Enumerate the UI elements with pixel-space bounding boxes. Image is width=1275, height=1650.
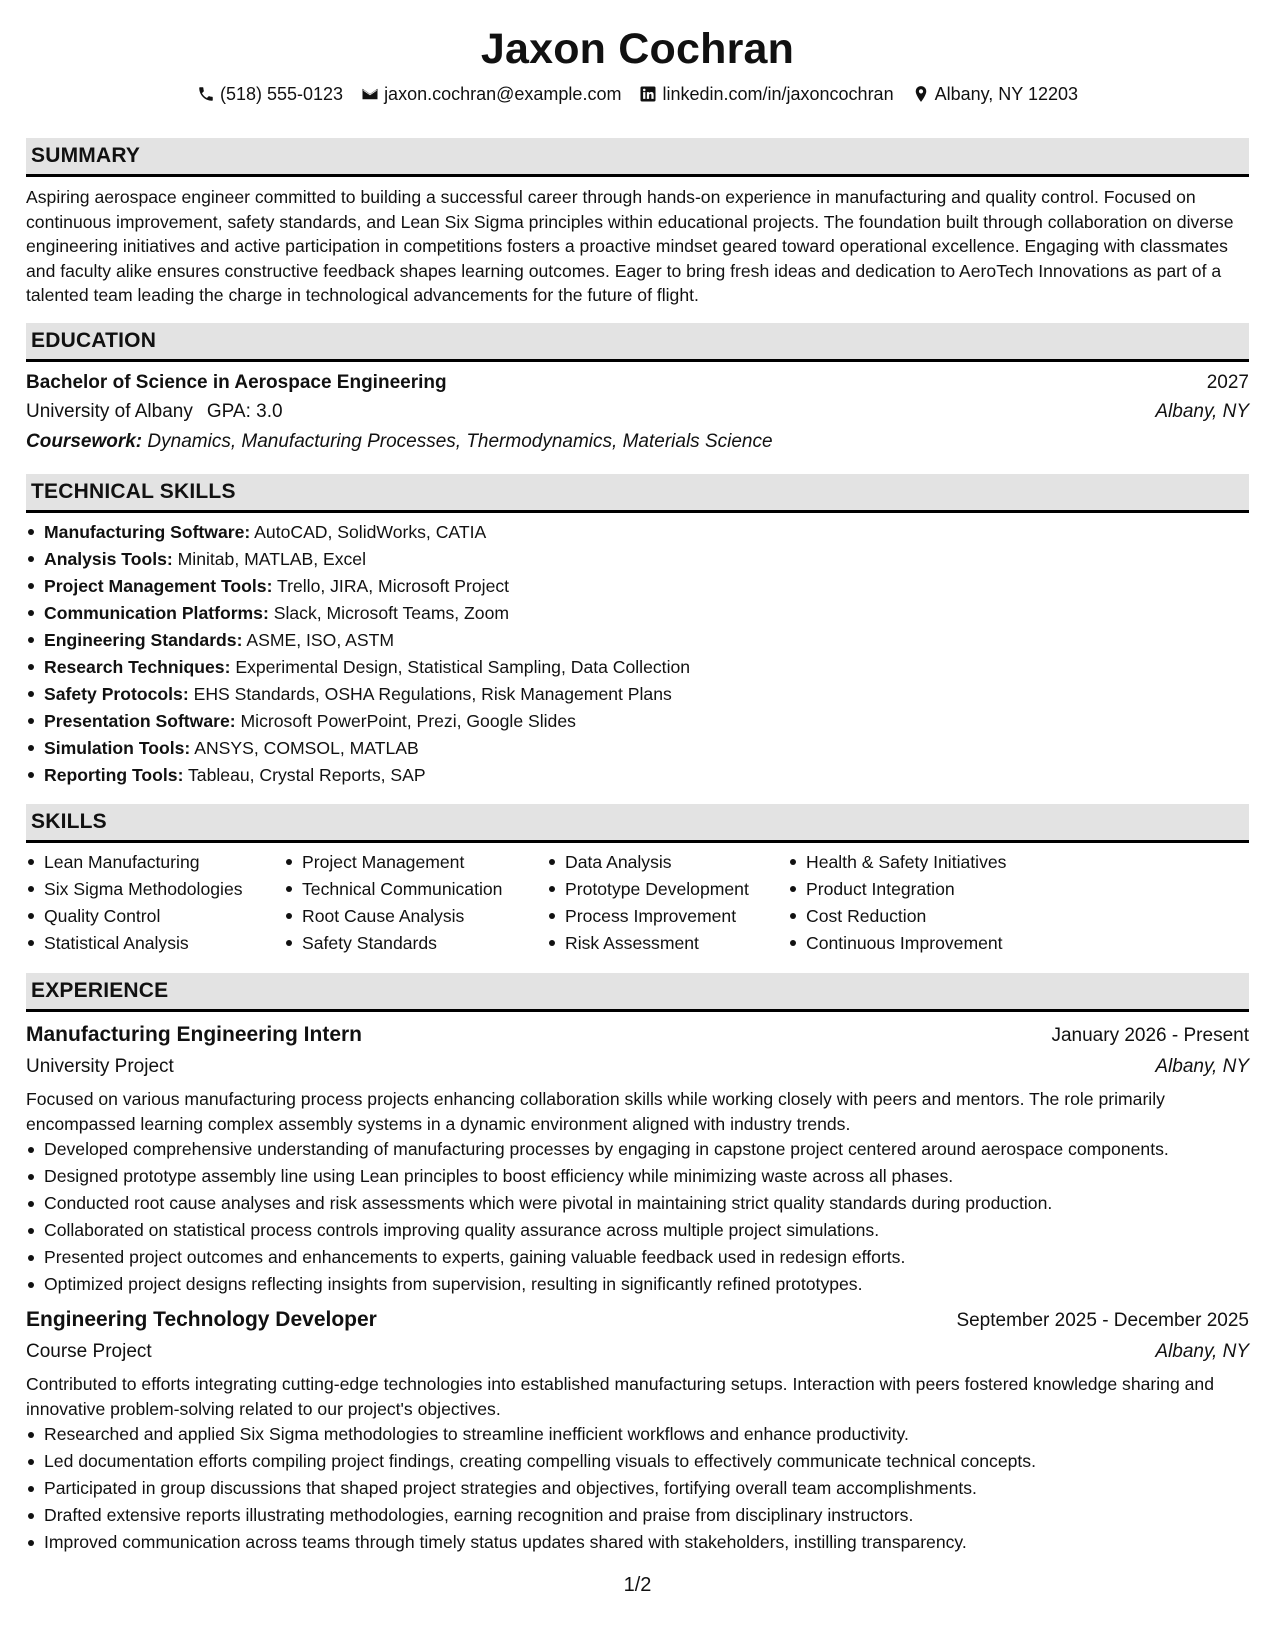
list-item: Risk Assessment [547,930,788,957]
section-heading-technical-skills: TECHNICAL SKILLS [26,474,1249,513]
skills-column [547,849,788,957]
skill-category: Reporting Tools: [44,764,184,785]
job-header [26,1019,1249,1052]
list-item: Led documentation efforts compiling project findings, creating compelling visuals to effectively communicate technical concepts. [26,1448,1249,1475]
skill-category: Communication Platforms: [44,602,269,623]
skills-column [26,849,284,957]
experience-entry [26,1019,1249,1298]
skill-values: Experimental Design, Statistical Sampling, Data Collection [235,656,691,677]
education-entry [26,369,1249,397]
job-organization: Course Project [26,1341,152,1363]
list-item: Conducted root cause analyses and risk assessments which were pivotal in maintaining strict quality standards during production. [26,1190,1249,1217]
list-item: Designed prototype assembly line using Lean principles to boost efficiency while minimizing waste across all phases. [26,1163,1249,1190]
phone-text: (518) 555-0123 [219,84,344,104]
job-location: Albany, NY [1155,1341,1249,1363]
list-item: Product Integration [788,876,1048,903]
education-details [26,397,1249,427]
list-item: Optimized project designs reflecting insights from supervision, resulting in significantly refined prototypes. [26,1271,1249,1298]
skill-values: Minitab, MATLAB, Excel [177,548,367,569]
email-link[interactable]: jaxon.cochran@example.com [384,84,622,104]
map-marker-icon [912,85,930,103]
experience-entry [26,1304,1249,1556]
skill-values: AutoCAD, SolidWorks, CATIA [254,521,487,542]
page-number: 1/2 [623,1574,652,1596]
list-item [26,681,1249,708]
list-item: Cost Reduction [788,903,1048,930]
list-item [26,546,1249,573]
job-subheader [26,1052,1249,1082]
skill-category: Simulation Tools: [44,737,191,758]
skills-grid [26,849,1249,957]
coursework-list: Dynamics, Manufacturing Processes, Thermodynamics, Materials Science [147,430,773,452]
list-item [26,573,1249,600]
list-item [26,627,1249,654]
list-item [26,735,1249,762]
list-item: Developed comprehensive understanding of manufacturing processes by engaging in capstone project centered around aerospace components. [26,1136,1249,1163]
list-item: Root Cause Analysis [284,903,547,930]
skill-values: EHS Standards, OSHA Regulations, Risk Management Plans [193,683,672,704]
summary-text: Aspiring aerospace engineer committed to building a successful career through hands-on experience in manufacturing and quality control. Focused on continuous improvement, safety standards, and Lean Six Sigma principles within educational projects. The foundation built through collaboration on diverse engineering initiatives and active participation in competitions fosters a proactive mindset geared toward operational excellence. Engaging with classmates and faculty alike ensures constructive feedback shapes learning outcomes. Eager to bring fresh ideas and dedication to AeroTech Innovations as part of a talented team leading the charge in technological advancements for the future of flight. [26,187,1234,306]
skills-column [284,849,547,957]
list-item: Continuous Improvement [788,930,1048,957]
technical-skills-list [26,519,1249,789]
phone-icon [197,85,215,103]
section-heading-skills: SKILLS [26,804,1249,843]
section-heading-summary: SUMMARY [26,138,1249,177]
coursework-label: Coursework: [26,430,143,452]
contact-phone [197,82,343,106]
list-item: Improved communication across teams through timely status updates shared with stakeholders, instilling transparency. [26,1529,1249,1556]
contact-linkedin[interactable] [639,82,893,106]
list-item: Presented project outcomes and enhancements to experts, gaining valuable feedback used in redesign efforts. [26,1244,1249,1271]
job-title: Manufacturing Engineering Intern [26,1022,363,1046]
list-item [26,600,1249,627]
skill-values: Microsoft PowerPoint, Prezi, Google Slides [240,710,576,731]
list-item [26,708,1249,735]
contact-email[interactable] [361,82,621,106]
skill-category: Manufacturing Software: [44,521,251,542]
job-title: Engineering Technology Developer [26,1308,377,1332]
job-header [26,1304,1249,1337]
job-description: Contributed to efforts integrating cutting-edge technologies into established manufacturing setups. Interaction with peers fostered knowledge sharing and innovative problem-solving related to our project's objectives. [26,1374,1214,1419]
list-item: Safety Standards [284,930,547,957]
job-bullets [26,1136,1249,1298]
skill-values: Slack, Microsoft Teams, Zoom [273,602,510,623]
linkedin-icon [639,85,657,103]
list-item [26,654,1249,681]
list-item: Collaborated on statistical process controls improving quality assurance across multiple project simulations. [26,1217,1249,1244]
job-description: Focused on various manufacturing process projects enhancing collaboration skills while working closely with peers and mentors. The role primarily encompassed learning complex assembly systems in a dynamic environment aligned with industry trends. [26,1088,1165,1134]
job-bullets [26,1421,1249,1556]
section-heading-education: EDUCATION [26,323,1249,362]
job-location: Albany, NY [1155,1055,1249,1077]
skill-values: Tableau, Crystal Reports, SAP [188,764,426,785]
skill-values: ASME, ISO, ASTM [246,629,394,650]
school-location: Albany, NY [1155,400,1249,422]
list-item: Process Improvement [547,903,788,930]
job-subheader [26,1337,1249,1367]
candidate-name: Jaxon Cochran [480,25,795,73]
linkedin-link[interactable]: linkedin.com/in/jaxoncochran [662,84,894,104]
list-item: Researched and applied Six Sigma methodologies to streamline inefficient workflows and enhance productivity. [26,1421,1249,1448]
skill-category: Presentation Software: [44,710,236,731]
graduation-year: 2027 [1206,371,1249,393]
list-item: Data Analysis [547,849,788,876]
coursework [26,427,1249,457]
school-name: University of Albany [26,400,193,422]
contact-bar [26,82,1249,106]
skill-category: Engineering Standards: [44,629,243,650]
list-item: Technical Communication [284,876,547,903]
list-item: Prototype Development [547,876,788,903]
list-item: Lean Manufacturing [26,849,284,876]
list-item: Participated in group discussions that shaped project strategies and objectives, fortifying overall team accomplishments. [26,1475,1249,1502]
list-item: Six Sigma Methodologies [26,876,284,903]
list-item: Project Management [284,849,547,876]
envelope-icon [361,85,379,103]
list-item: Quality Control [26,903,284,930]
gpa: GPA: 3.0 [206,400,283,422]
list-item [26,762,1249,789]
list-item: Statistical Analysis [26,930,284,957]
job-dates: January 2026 - Present [1051,1024,1249,1046]
skill-category: Project Management Tools: [44,575,273,596]
list-item [26,519,1249,546]
list-item: Health & Safety Initiatives [788,849,1048,876]
skill-category: Safety Protocols: [44,683,189,704]
contact-location [912,82,1078,106]
location-text: Albany, NY 12203 [934,84,1079,104]
job-dates: September 2025 - December 2025 [956,1310,1249,1332]
skill-category: Research Techniques: [44,656,231,677]
degree-title: Bachelor of Science in Aerospace Engineering [26,371,447,393]
list-item: Drafted extensive reports illustrating methodologies, earning recognition and praise from disciplinary instructors. [26,1502,1249,1529]
skill-values: ANSYS, COMSOL, MATLAB [194,737,419,758]
section-heading-experience: EXPERIENCE [26,973,1249,1012]
job-organization: University Project [26,1055,174,1077]
skills-column [788,849,1048,957]
skill-category: Analysis Tools: [44,548,173,569]
skill-values: Trello, JIRA, Microsoft Project [277,575,510,596]
